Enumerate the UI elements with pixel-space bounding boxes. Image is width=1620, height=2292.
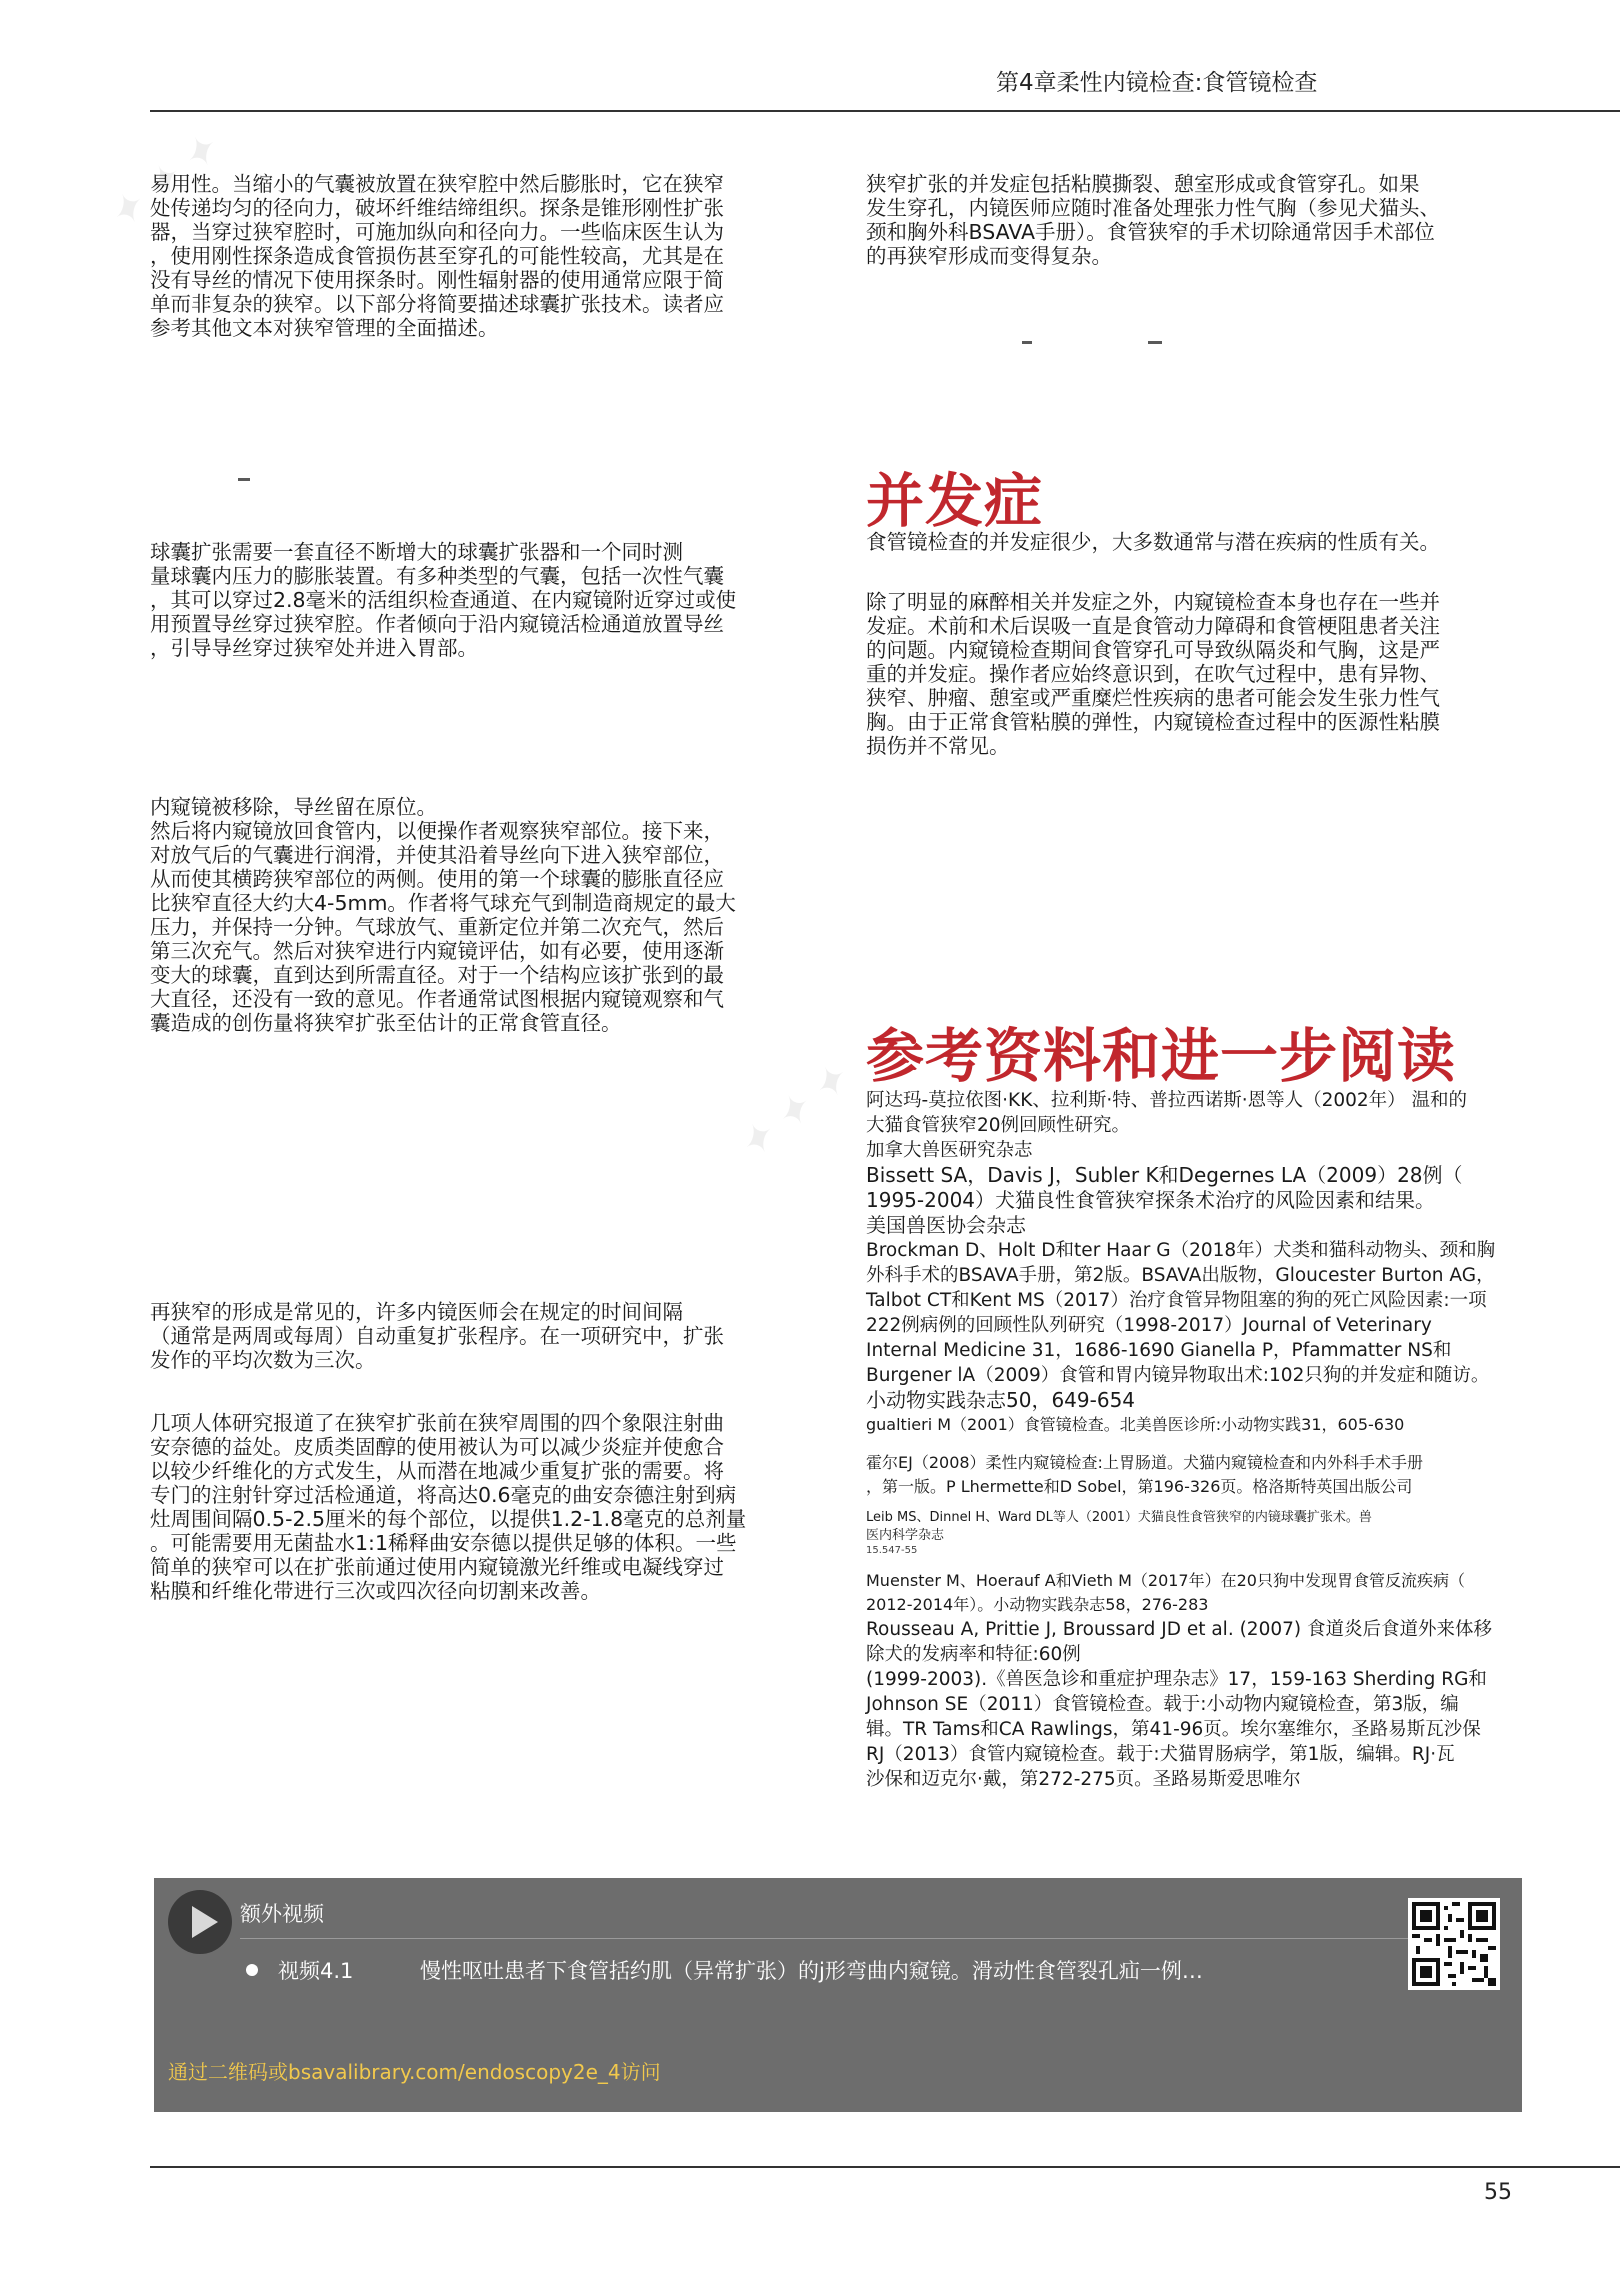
paragraph-complications-detail: 除了明显的麻醉相关并发症之外，内窥镜检查本身也存在一些并 发症。术前和术后误吸一直是食管动力障碍和食管梗阻患者关注 的问题。内窥镜检查期间食管穿孔可导致纵隔炎和气胸，这是严 重的并发症。操作者应始终意识到，在吹气过程中，患有异物、 狭窄、肿瘤、憩室或严重糜烂性疾病的患者可能会发生张力性气 胸。由于正常食管粘膜的弹性，内窥镜检查过程中的医源性粘膜 损伤并不常见。 [866, 590, 1440, 758]
reference-list [866, 1088, 1536, 1792]
reference-entry: 霍尔EJ（2008）柔性内窥镜检查:上胃肠道。犬猫内窥镜检查和内外科手术手册 ，第一版。P Lhermette和D Sobel，第196-326页。格洛斯特英国出版公司 [866, 1453, 1423, 1496]
reference-entry: 加拿大兽医研究杂志 [866, 1140, 1033, 1161]
bullet-icon [246, 1964, 258, 1976]
video-panel-divider [240, 1938, 1420, 1939]
chapter-title: 第4章柔性内镜检查:食管镜检查 [996, 70, 1318, 96]
left-column [150, 540, 800, 660]
scan-artifact [238, 478, 250, 481]
footer-divider [150, 2166, 1620, 2168]
scan-artifact [1022, 341, 1032, 344]
paragraph-balloon-intro: 易用性。当缩小的气囊被放置在狭窄腔中然后膨胀时，它在狭窄 处传递均匀的径向力，破坏纤维结缔组织。探条是锥形刚性扩张 器，当穿过狭窄腔时，可施加纵向和径向力。一些临床医生认为 ，使用刚性探条造成食管损伤甚至穿孔的可能性较高，尤其是在 没有导丝的情况下使用探条时。刚性辐射器的使用通常应限于简 单而非复杂的狭窄。以下部分将简要描述球囊扩张技术。读者应 参考其他文本对狭窄管理的全面描述。 [150, 172, 724, 340]
scan-artifact [1148, 341, 1162, 344]
reference-entry: 阿达玛-莫拉依图·KK、拉利斯·特、普拉西诺斯·恩等人（2002年） 温和的 大猫食管狭窄20例回顾性研究。 [866, 1090, 1468, 1136]
paragraph-dilation-complications: 狭窄扩张的并发症包括粘膜撕裂、憩室形成或食管穿孔。如果 发生穿孔，内镜医师应随时准备处理张力性气胸（参见犬猫头、 颈和胸外科BSAVA手册）。食管狭窄的手术切除通常因手术部位 的再狭窄形成而变得复杂。 [866, 172, 1440, 268]
right-column [866, 530, 1526, 554]
left-column [150, 1411, 800, 1603]
heading-complications: 并发症 [866, 467, 1044, 535]
reference-entry: Rousseau A, Prittie J, Broussard JD et al. (2007) 食道炎后食道外来体移 除犬的发病率和特征:60例 (1999-2003).《兽医急诊和重症护理杂志》17，159-163 Sherding RG和 Johnson SE（2011）食管镜检查。载于:小动物内窥镜检查，第3版，编 辑。TR Tams和CA Rawlings，第41-96页。埃尔塞维尔，圣路易斯瓦沙保 RJ（2013）食管内窥镜检查。载于:犬猫胃肠病学，第1版，编辑。RJ·瓦 沙保和迈克尔·戴，第272-275页。圣路易斯爱思唯尔 [866, 1619, 1492, 1790]
qr-code-icon[interactable] [1408, 1898, 1500, 1990]
paragraph-balloon-equipment: 球囊扩张需要一套直径不断增大的球囊扩张器和一个同时测 量球囊内压力的膨胀装置。有多种类型的气囊，包括一次性气囊 ，其可以穿过2.8毫米的活组织检查通道、在内窥镜附近穿过或使 用预置导丝穿过狭窄腔。作者倾向于沿内窥镜活检通道放置导丝 ，引导导丝穿过狭窄处并进入胃部。 [150, 540, 737, 660]
video-access-link[interactable]: 通过二维码或bsavalibrary.com/endoscopy2e_4访问 [168, 2060, 661, 2084]
reference-entry: Bissett SA，Davis J，Subler K和Degernes LA（2009）28例（ 1995-2004）犬猫良性食管狭窄探条术治疗的风险因素和结果。 美国兽医协会杂志 [866, 1163, 1463, 1237]
paragraph-balloon-procedure: 内窥镜被移除，导丝留在原位。 然后将内窥镜放回食管内，以便操作者观察狭窄部位。接下来， 对放气后的气囊进行润滑，并使其沿着导丝向下进入狭窄部位， 从而使其横跨狭窄部位的两侧。使用的第一个球囊的膨胀直径应 比狭窄直径大约大4-5mm。作者将气球充气到制造商规定的最大 压力，并保持一分钟。气球放气、重新定位并第二次充气，然后 第三次充气。然后对狭窄进行内窥镜评估，如有必要，使用逐渐 变大的球囊，直到达到所需直径。对于一个结构应该扩张到的最 大直径，还没有一致的意见。作者通常试图根据内窥镜观察和气 囊造成的创伤量将狭窄扩张至估计的正常食管直径。 [150, 795, 736, 1035]
reference-entry: Muenster M、Hoerauf A和Vieth M（2017年）在20只狗中发现胃食管反流疾病（ 2012-2014年）。小动物实践杂志58，276-283 [866, 1571, 1465, 1614]
right-column [866, 590, 1526, 758]
left-column [150, 172, 800, 340]
video-item-label[interactable]: 视频4.1 [278, 1959, 354, 1983]
left-column [150, 795, 800, 1035]
watermark-decoration: ✦ ✦ ✦ [729, 1056, 857, 1170]
watermark-decoration: ✦ ✦ ✦ [99, 126, 227, 240]
paragraph-triamcinolone: 几项人体研究报道了在狭窄扩张前在狭窄周围的四个象限注射曲 安奈德的益处。皮质类固醇的使用被认为可以减少炎症并使愈合 以较少纤维化的方式发生，从而潜在地减少重复扩张的需要。将 专门的注射针穿过活检通道，将高达0.6毫克的曲安奈德注射到病 灶周围间隔0.5-2.5厘米的每个部位，以提供1.2-1.8毫克的总剂量 。可能需要用无菌盐水1:1稀释曲安奈德以提供足够的体积。一些 简单的狭窄可以在扩张前通过使用内窥镜激光纤维或电凝线穿过 粘膜和纤维化带进行三次或四次径向切割来改善。 [150, 1411, 747, 1603]
reference-entry: 15.547-55 [866, 1545, 918, 1556]
reference-entry: gualtieri M（2001）食管镜检查。北美兽医诊所:小动物实践31，605-630 [866, 1415, 1405, 1434]
header-divider [150, 110, 1620, 112]
video-panel-title: 额外视频 [240, 1902, 324, 1926]
paragraph-restenosis: 再狭窄的形成是常见的，许多内镜医师会在规定的时间间隔 （通常是两周或每周）自动重复扩张程序。在一项研究中，扩张 发作的平均次数为三次。 [150, 1300, 724, 1372]
reference-entry: 小动物实践杂志50，649-654 [866, 1388, 1136, 1412]
right-column [866, 172, 1526, 268]
play-icon[interactable] [168, 1890, 232, 1954]
reference-entry: Brockman D、Holt D和ter Haar G（2018年）犬类和猫科动物头、颈和胸 外科手术的BSAVA手册，第2版。BSAVA出版物，Gloucester Burton AG， Talbot CT和Kent MS（2017）治疗食管异物阻塞的狗的死亡风险因素:一项 222例病例的回顾性队列研究（1998-2017）Journal of Veterinary Internal Medicine 31，1686-1690 Gianella P，Pfammatter NS和 Burgener lA（2009）食管和胃内镜异物取出术:102只狗的并发症和随访。 [866, 1240, 1496, 1386]
left-column [150, 1300, 800, 1372]
reference-entry: Leib MS、Dinnel H、Ward DL等人（2001）犬猫良性食管狭窄的内镜球囊扩张术。兽 医内科学杂志 [866, 1510, 1372, 1543]
extra-video-panel [154, 1878, 1522, 2112]
paragraph-complications-rare: 食管镜检查的并发症很少，大多数通常与潜在疾病的性质有关。 [866, 530, 1440, 554]
heading-references: 参考资料和进一步阅读 [866, 1022, 1457, 1090]
video-item-description[interactable]: 慢性呕吐患者下食管括约肌（异常扩张）的j形弯曲内窥镜。滑动性食管裂孔疝一例… [420, 1959, 1203, 1983]
page-number: 55 [1484, 2180, 1512, 2205]
